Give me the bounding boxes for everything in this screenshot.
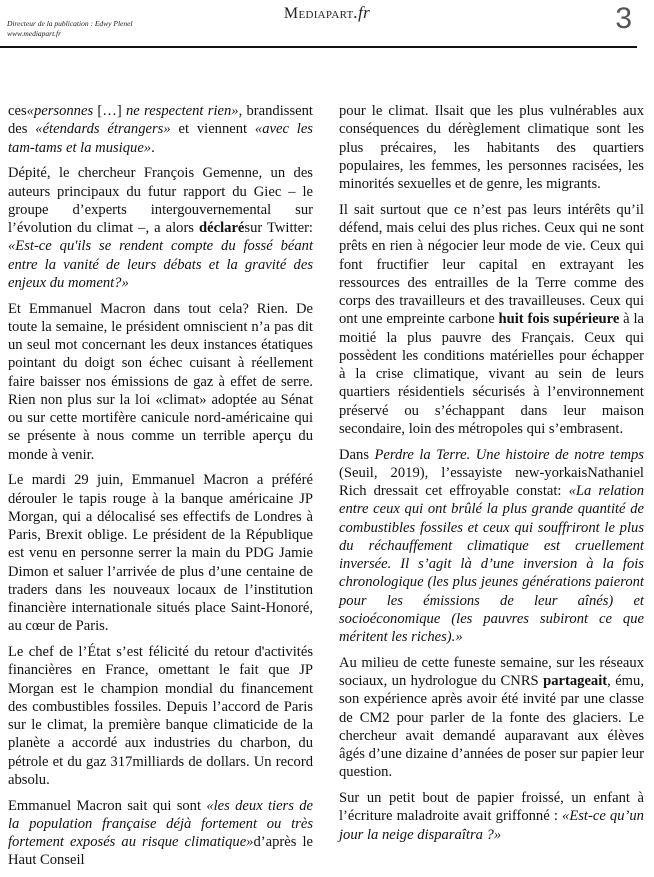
masthead-brand: Mediapart <box>283 5 354 22</box>
text-run: . <box>151 139 155 156</box>
quote-text: «Est-ce qu’un jour la neige disparaîtra ?» <box>339 808 644 843</box>
paragraph <box>8 797 313 870</box>
right-column <box>339 102 644 851</box>
header-divider <box>0 46 637 48</box>
text-run: d’après le Haut Conseil <box>8 834 313 869</box>
text-run: ces <box>8 103 27 119</box>
text-run: à la moitié la plus pauvre des Français. Ceux qui possèdent les conditions matérielles pour échapper à la crise climatique, vivant au sein de leurs quartiers résidentiels sécurisés à l’environnement préservé ou s’échappant dans leur maison secondaire, loin des métropoles qui s’embrasent. <box>339 311 645 437</box>
website-url: www.mediapart.fr <box>7 28 62 38</box>
quote-text: ne respectent rien» <box>126 103 239 119</box>
text-run: et viennent <box>170 121 255 138</box>
page-number: 3 <box>615 2 632 35</box>
paragraph <box>8 164 313 292</box>
paragraph <box>8 102 313 157</box>
link-partageait[interactable]: partageait <box>543 673 608 689</box>
quote-text: «personnes <box>26 103 94 119</box>
quote-text: «La relation entre ceux qui ont brûlé la plus grande quantité de combustibles fossiles et ceux qui souffriront le plus du réchauffement climatique est cruellement inversée. Il s’agit là d’une inversion à la fois chronologique (les plus jeunes générations paieront pour les émissions de leur aînés) et socioéconomique (les pauvres subiront ce que méritent les riches).» <box>339 483 645 645</box>
paragraph <box>339 201 644 438</box>
link-huit-fois-superieure[interactable]: huit fois supérieure <box>498 311 620 328</box>
text-run: , brandissent des <box>8 103 313 138</box>
quote-text: «étendards étrangers» <box>35 121 171 138</box>
text-run: Emmanuel Macron sait qui sont <box>8 797 207 814</box>
text-run: Sur un petit bout de papier froissé, un enfant à l’écriture maladroite avait griffonné : <box>339 790 644 825</box>
masthead-logo <box>0 3 654 23</box>
text-run: sur Twitter: <box>244 220 313 236</box>
quote-text: «Est-ce qu'ils se rendent compte du fossé béant entre la vanité de leurs débats et la gravité des enjeux du moment?» <box>8 238 313 291</box>
text-run: , ému, son expérience après avoir été invité par une classe de CM2 pour parler de la fonte des glaciers. Le chercheur avait demandé auparavant aux élèves âgés d’une dizaine d’années de poser sur papier leur question. <box>339 673 644 781</box>
paragraph <box>339 654 644 782</box>
paragraph: Le chef de l’État s’est félicité du retour d'activités financières en France, omettant le fait que JP Morgan est le champion mondial du financement des combustibles fossiles. Depuis l’accord de Paris sur le climat, la première banque climaticide de la planète a accordé aux industries du charbon, du pétrole et du gaz 317milliards de dollars. Un record absolu. <box>8 644 313 788</box>
text-run: Il sait surtout que ce n’est pas leurs intérêts qu’il défend, mais celui des plus riches. Ceux qui ne sont prêts en rien à négocier leur mode de vie. Ceux qui font fructifier leur capital en extrayant les ressources des entrailles de la Terre comme des corps des travailleurs et des travailleuses. Ceux qui ont une empreinte carbone <box>339 201 644 328</box>
masthead-tld: .fr <box>353 3 371 22</box>
paragraph: pour le climat. Ilsait que les plus vulnérables aux conséquences du dérèglement climatique sont les plus précaires, les habitants des quartiers populaires, les femmes, les personnes racisées, les minorités sexuelles et de genre, les migrants. <box>339 103 644 192</box>
text-run: Dépité, le chercheur François Gemenne, un des auteurs principaux du futur rapport du Giec – le groupe d’experts intergouvernemental sur l’évolution du climat –, a alors <box>8 165 313 236</box>
left-column <box>8 102 313 877</box>
text-run: (Seuil, 2019), l’essayiste new-yorkaisNathaniel Rich dressait cet effroyable constat: <box>339 464 644 499</box>
text-run: Au milieu de cette funeste semaine, sur les réseaux sociaux, un hydrologue du CNRS <box>339 654 644 689</box>
page-header <box>0 0 654 50</box>
director-line: Directeur de la publication : Edwy Plenel <box>7 19 133 28</box>
text-run: Dans <box>339 446 375 463</box>
paragraph: Et Emmanuel Macron dans tout cela? Rien. De toute la semaine, le président omniscient n’a pas dit un seul mot concernant les deux instances étatiques pointant du doigt son échec cuisant à réellement faire baisser nos émissions de gaz à effet de serre. Rien non plus sur la loi «climat» adoptée au Sénat ou sur cette mortifère canicule nord-américaine qui se présente à nous comme un terrible aperçu du monde à venir. <box>8 300 313 463</box>
link-declare[interactable]: déclaré <box>199 220 245 236</box>
quote-text: «les deux tiers de la population française déjà fortement ou très fortement exposés au risque climatique» <box>8 797 313 850</box>
quote-text: «avec les tam-tams et la musique» <box>8 121 313 156</box>
book-title: Perdre la Terre. Une histoire de notre temps <box>374 446 644 463</box>
text-run: […] <box>93 103 126 119</box>
paragraph <box>339 789 644 844</box>
paragraph <box>339 446 644 647</box>
paragraph: Le mardi 29 juin, Emmanuel Macron a préféré dérouler le tapis rouge à la banque américaine JP Morgan, qui a délocalisé ses effectifs de Londres à Paris, Brexit oblige. Le président de la République est venu en personne serrer la main du PDG Jamie Dimon et saluer l’arrivée de plus d’une centaine de traders dans les nouveaux locaux de l’institution financière internationale situés place Saint-Honoré, au cœur de Paris. <box>8 472 313 635</box>
